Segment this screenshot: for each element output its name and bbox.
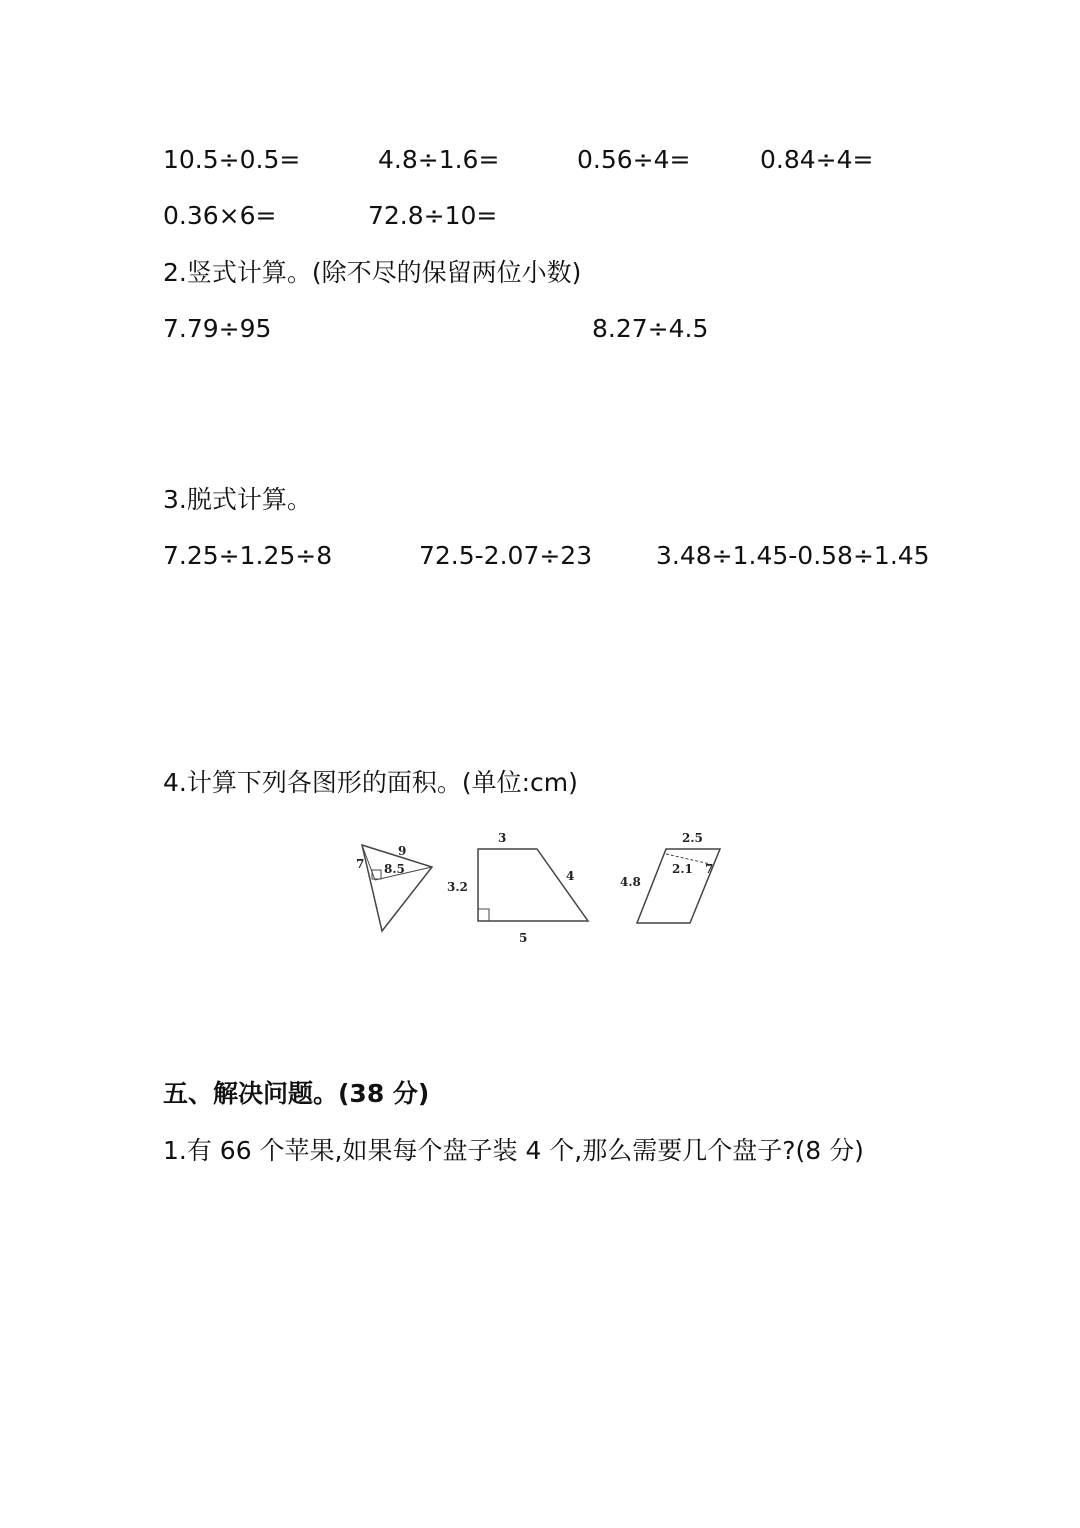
- trapezoid-height-label: 3.2: [447, 880, 468, 894]
- section-title: 五、解决问题。(38 分): [163, 1079, 430, 1108]
- oral-calc-item: 0.56÷4=: [577, 145, 691, 174]
- parallelogram-top-label: 2.5: [682, 831, 703, 845]
- trapezoid-slant-label: 4: [566, 869, 575, 883]
- area-calc-title: 4.计算下列各图形的面积。(单位:cm): [163, 768, 578, 797]
- parallelogram-height-label: 2.1: [672, 862, 693, 876]
- geometry-figures: [340, 820, 740, 960]
- trapezoid-top-label: 3: [498, 831, 507, 845]
- oral-calc-item: 72.8÷10=: [368, 201, 498, 230]
- vertical-calc-item: 7.79÷95: [163, 314, 272, 343]
- vertical-calc-item: 8.27÷4.5: [592, 314, 709, 343]
- trapezoid-figure: [447, 831, 588, 945]
- oral-calc-item: 0.84÷4=: [760, 145, 874, 174]
- triangle-base-label: 9: [398, 844, 407, 858]
- oral-calc-item: 4.8÷1.6=: [378, 145, 500, 174]
- step-calc-item: 3.48÷1.45-0.58÷1.45: [656, 541, 930, 570]
- oral-calc-item: 10.5÷0.5=: [163, 145, 301, 174]
- triangle-figure: [356, 844, 432, 931]
- step-calc-item: 72.5-2.07÷23: [419, 541, 593, 570]
- oral-calc-item: 0.36×6=: [163, 201, 277, 230]
- trapezoid-bottom-label: 5: [519, 931, 528, 945]
- vertical-calc-title: 2.竖式计算。(除不尽的保留两位小数): [163, 258, 582, 287]
- parallelogram-figure: [620, 831, 720, 923]
- parallelogram-right-label: 7: [705, 862, 714, 876]
- step-calc-item: 7.25÷1.25÷8: [163, 541, 333, 570]
- triangle-side-label: 7: [356, 857, 365, 871]
- problem-question: 1.有 66 个苹果,如果每个盘子装 4 个,那么需要几个盘子?(8 分): [163, 1136, 864, 1165]
- triangle-height-label: 8.5: [384, 862, 405, 876]
- parallelogram-left-label: 4.8: [620, 875, 641, 889]
- step-calc-title: 3.脱式计算。: [163, 485, 312, 514]
